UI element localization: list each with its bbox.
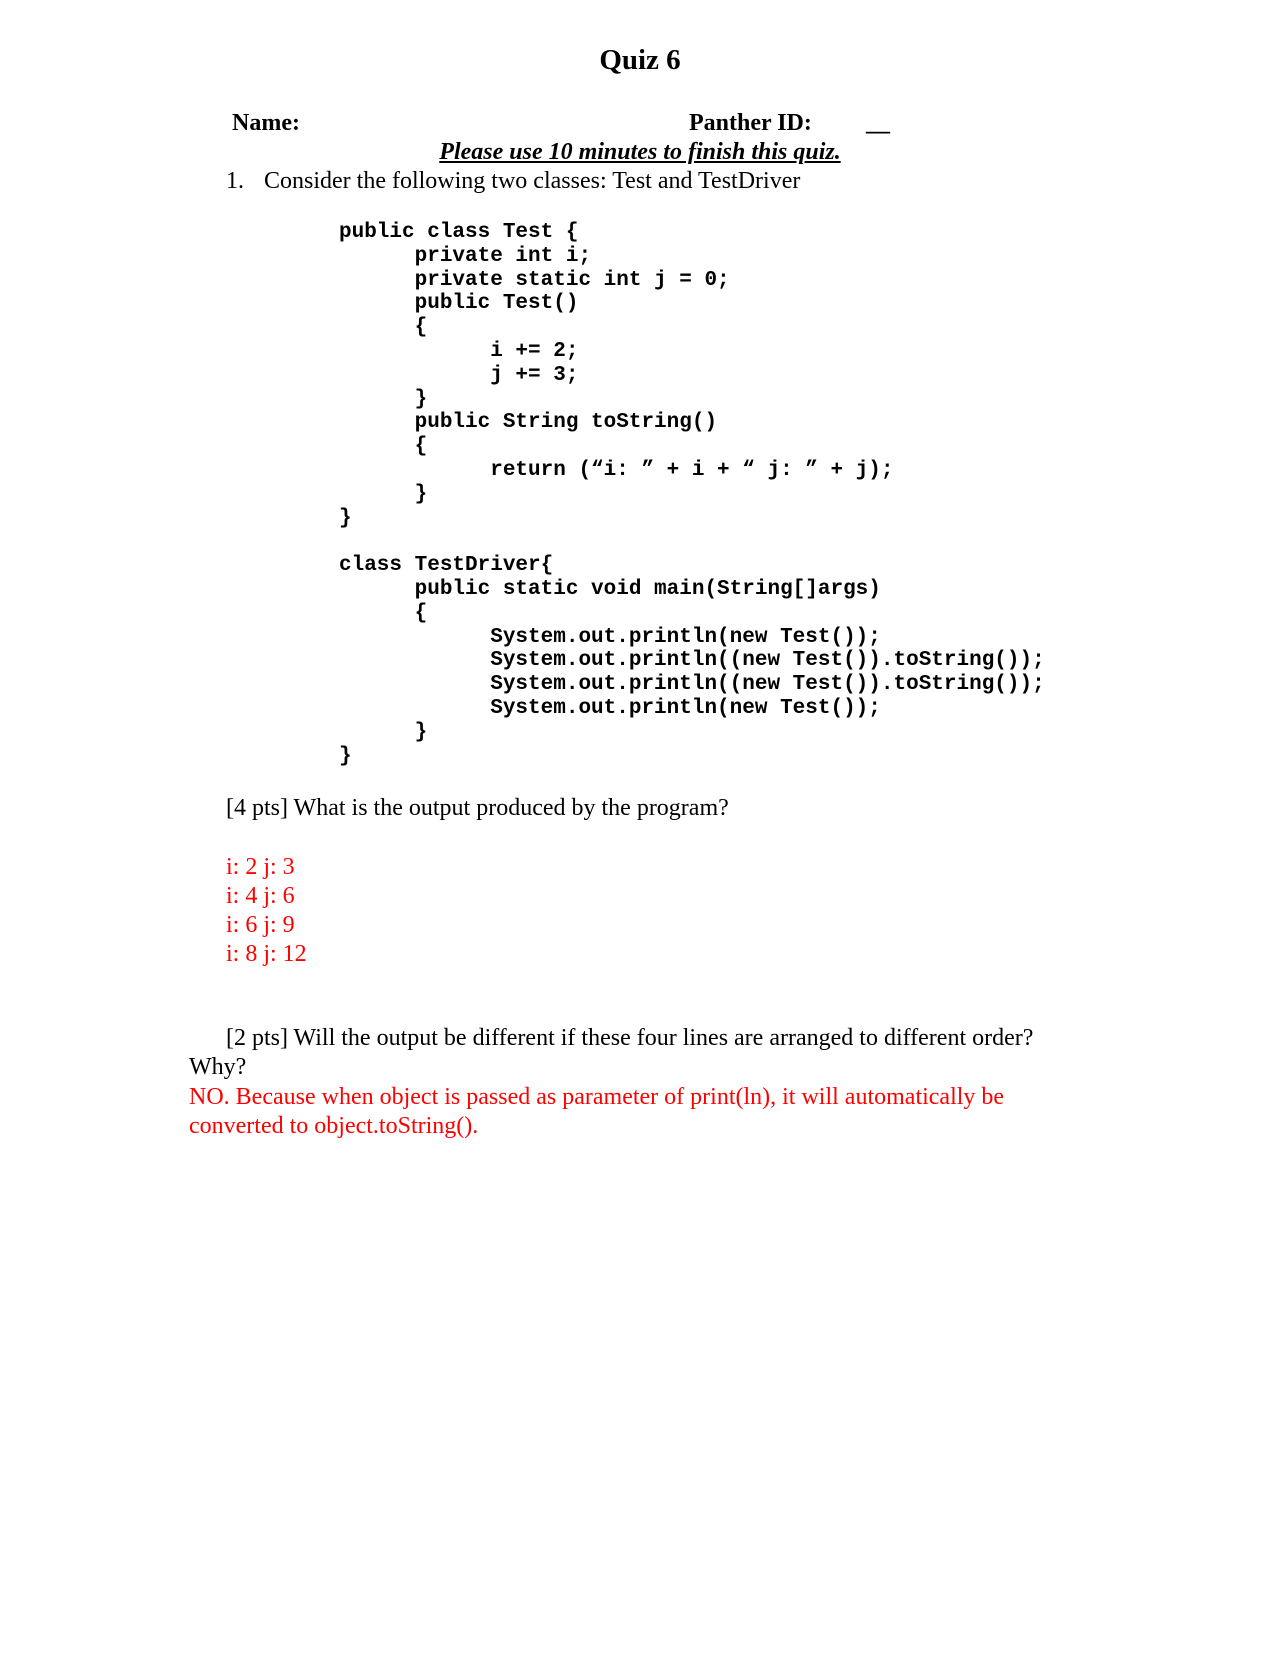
code-line: public class Test { [339,221,579,244]
code-line: System.out.println(new Test()); [339,696,881,720]
code-line: { [339,435,428,459]
answer-line: i: 8 j: 12 [226,941,307,967]
code-line [339,530,1045,554]
part-a-question: [4 pts] What is the output produced by the program? [226,795,729,821]
code-line: } [339,387,428,411]
code-line: } [339,482,428,506]
answer-line: i: 4 j: 6 [226,883,295,909]
code-line: System.out.println((new Test()).toString()); [339,673,1045,697]
code-line: i += 2; [339,339,579,363]
answer-line: NO. Because when object is passed as parameter of print(ln), it will automatically be [189,1084,1005,1110]
code-line: System.out.println(new Test()); [339,625,881,649]
code-line: } [339,720,428,744]
instruction: Please use 10 minutes to finish this quiz. [439,139,841,165]
code-line: } [339,506,352,530]
code-line: private static int j = 0; [339,268,730,292]
code-line: { [339,316,428,340]
name-label: Name: [232,110,300,136]
part-a-answer [226,853,307,969]
code-line: private int i; [339,244,592,268]
question-1-text: Consider the following two classes: Test and TestDriver [264,168,801,194]
panther-id-label: Panther ID: [689,110,812,136]
answer-line: i: 2 j: 3 [226,854,295,880]
code-block [339,221,1045,768]
code-line: System.out.println((new Test()).toString()); [339,649,1045,673]
code-line: public Test() [339,292,579,316]
code-line: } [339,744,352,768]
code-line: public static void main(String[]args) [339,577,881,601]
part-b-question-line-2: Why? [189,1054,247,1080]
part-b-question-line-1: [2 pts] Will the output be different if these four lines are arranged to different order? [226,1025,1034,1051]
part-b-answer [189,1083,1004,1141]
question-1-number: 1. [226,168,244,194]
answer-line: converted to object.toString(). [189,1113,479,1139]
question-1 [226,168,800,195]
page-title: Quiz 6 [599,44,681,76]
panther-id-blank: __ [866,110,890,136]
code-line: { [339,601,428,625]
code-line: class TestDriver{ [339,554,554,578]
answer-line: i: 6 j: 9 [226,912,295,938]
code-line: return (“i: ” + i + “ j: ” + j); [339,458,894,482]
code-line: public String toString() [339,411,718,435]
code-line: j += 3; [339,363,579,387]
